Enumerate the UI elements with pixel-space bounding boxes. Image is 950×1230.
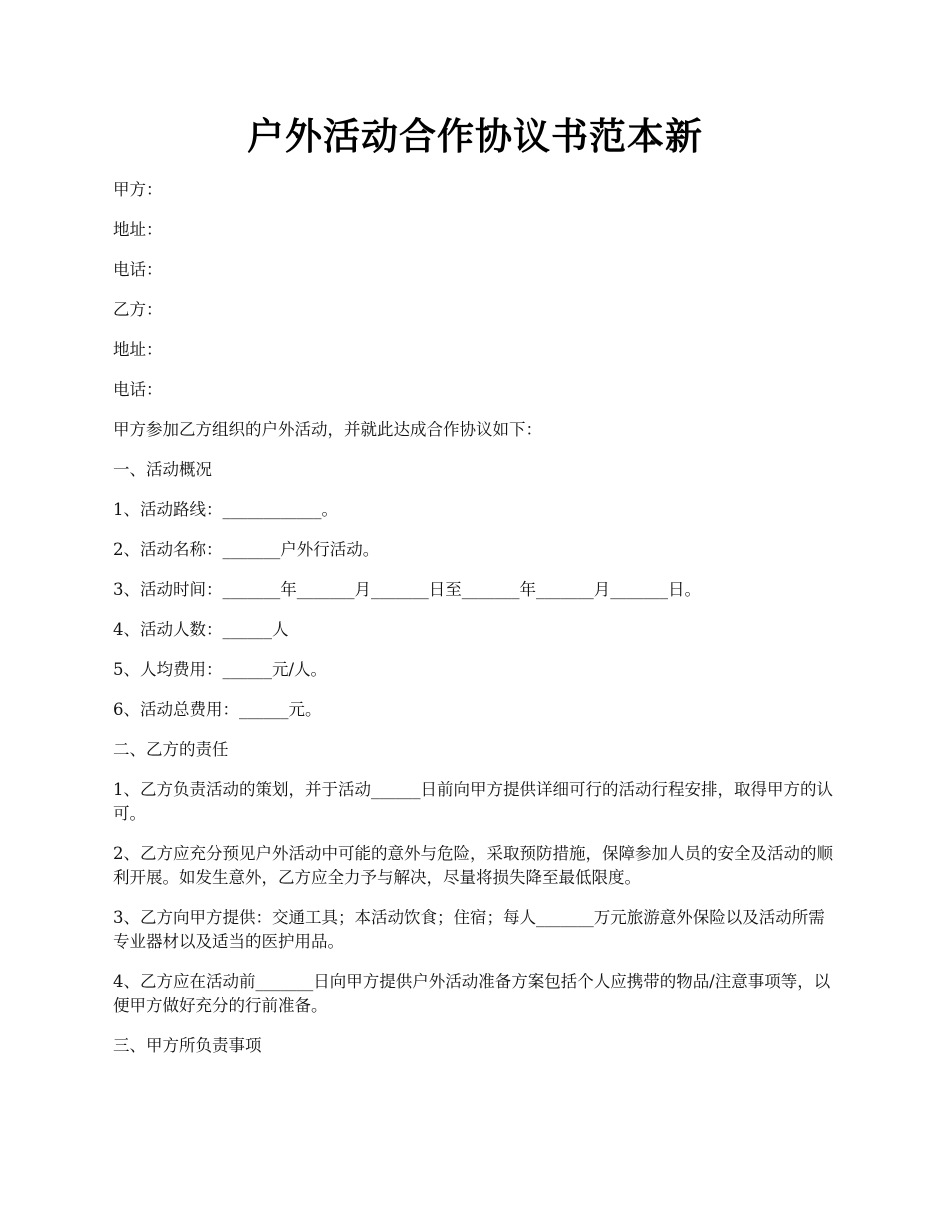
party-b-label: 乙方： [113,300,163,319]
party-b-address-label: 地址： [113,340,163,359]
party-a-label: 甲方： [113,180,163,199]
party-b-duty-4: 4、乙方应在活动前_______日向甲方提供户外活动准备方案包括个人应携带的物品/注意事项等，以便甲方做好充分的行前准备。 [113,972,831,1015]
activity-headcount-item: 4、活动人数：______人 [113,620,289,639]
party-a-phone-label: 电话： [113,260,163,279]
intro-paragraph: 甲方参加乙方组织的户外活动，并就此达成合作协议如下： [113,420,542,439]
activity-name-item: 2、活动名称：_______户外行活动。 [113,540,380,559]
activity-route-item: 1、活动路线：____________。 [113,500,338,519]
party-b-phone-label: 电话： [113,380,163,399]
section-heading-activity-overview: 一、活动概况 [113,460,212,479]
activity-time-item: 3、活动时间：_______年_______月_______日至_______年_______月_______日。 [113,580,701,599]
party-b-duty-1: 1、乙方负责活动的策划，并于活动______日前向甲方提供详细可行的活动行程安排，取得甲方的认可。 [113,780,833,823]
party-a-address-label: 地址： [113,220,163,239]
section-heading-party-b-duties: 二、乙方的责任 [113,740,229,759]
per-person-cost-item: 5、人均费用：______元/人。 [113,660,328,679]
party-b-duty-3: 3、乙方向甲方提供：交通工具；本活动饮食；住宿；每人_______万元旅游意外保险以及活动所需专业器材以及适当的医护用品。 [113,908,825,951]
section-heading-party-a-duties: 三、甲方所负责事项 [113,1036,262,1055]
total-cost-item: 6、活动总费用：______元。 [113,700,322,719]
document-title: 户外活动合作协议书范本新 [247,115,703,158]
document-body [113,178,841,1074]
party-b-duty-2: 2、乙方应充分预见户外活动中可能的意外与危险，采取预防措施，保障参加人员的安全及活动的顺利开展。如发生意外，乙方应全力予与解决，尽量将损失降至最低限度。 [113,844,833,887]
